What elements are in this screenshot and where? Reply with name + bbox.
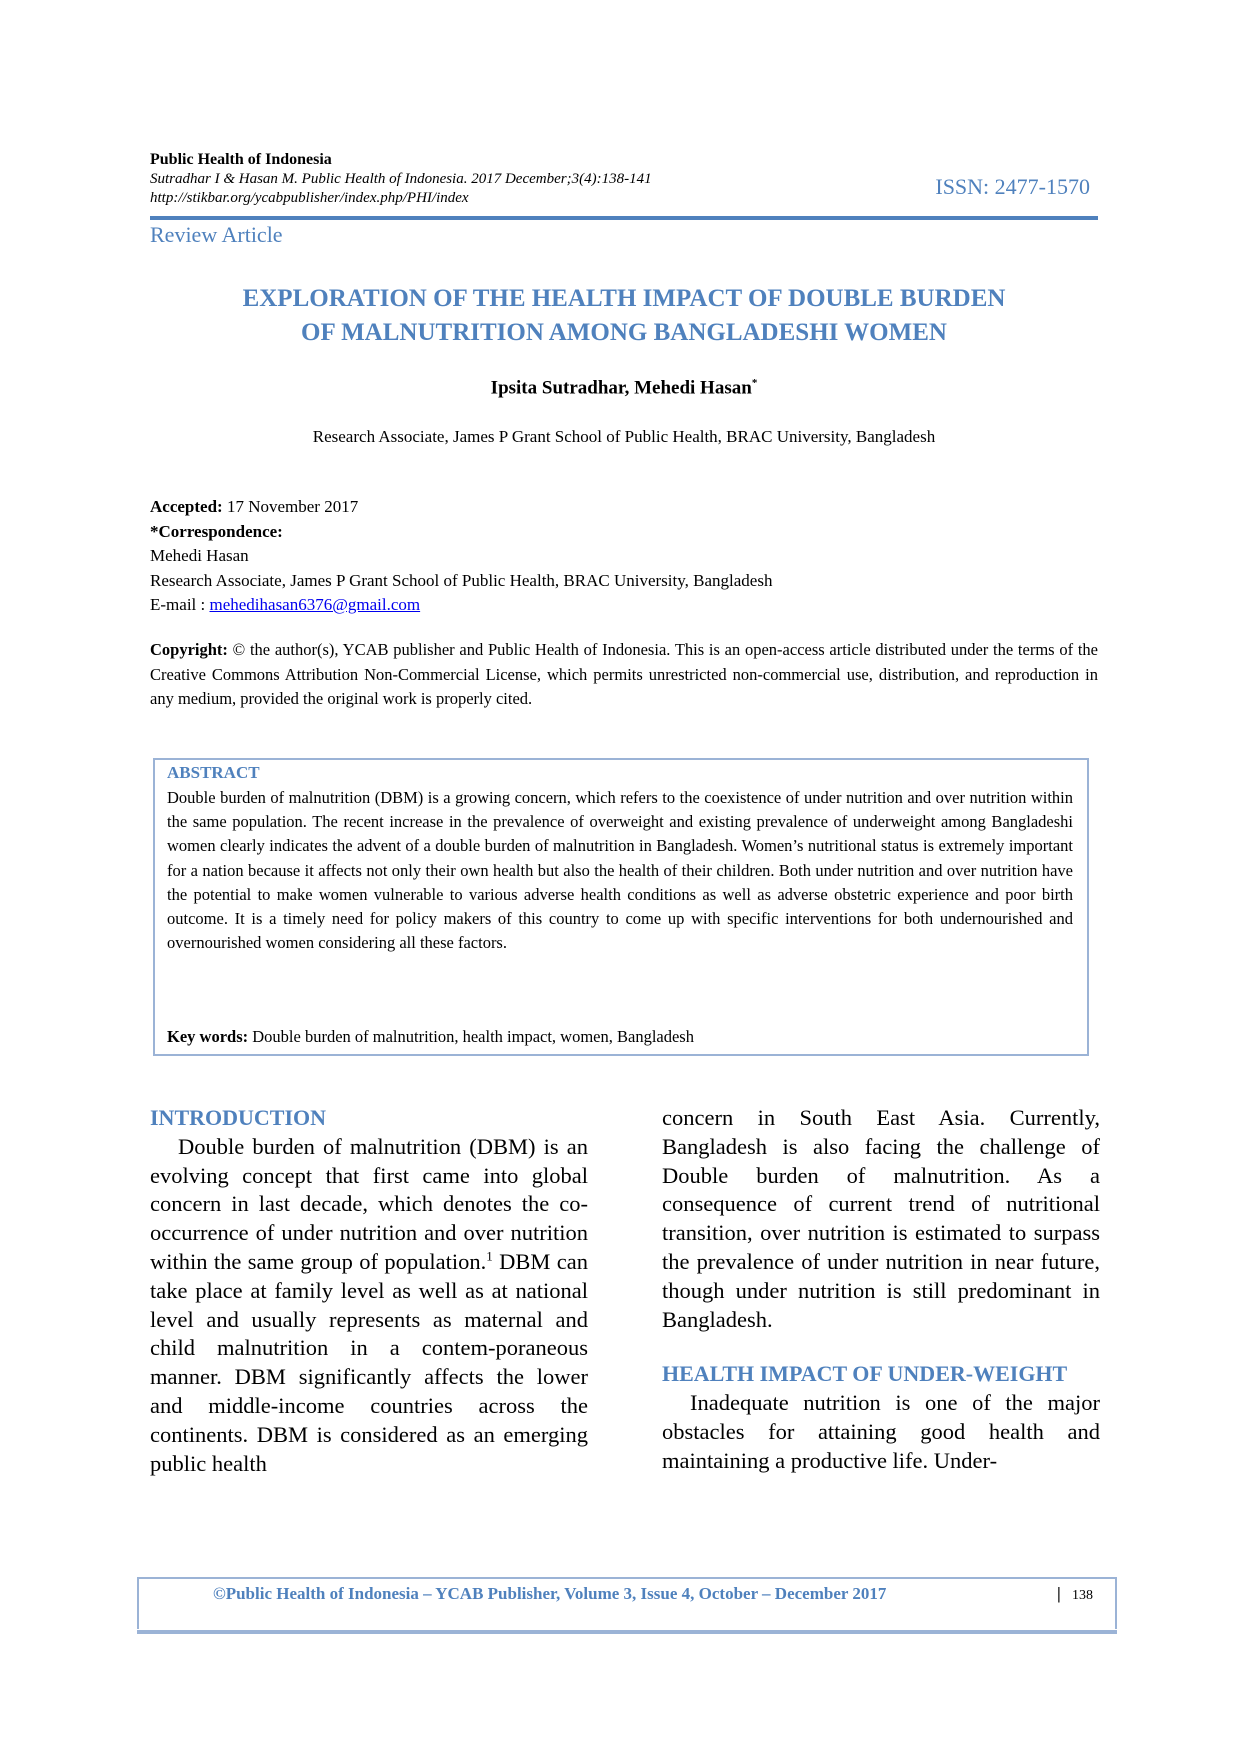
- footer-text: ©Public Health of Indonesia – YCAB Publisher, Volume 3, Issue 4, October – December 2017: [213, 1584, 887, 1603]
- keywords-label: Key words:: [167, 1027, 249, 1046]
- email-label: E-mail :: [150, 595, 210, 614]
- accepted-line: [150, 495, 1098, 520]
- accepted-label: Accepted:: [150, 497, 223, 516]
- left-column: [150, 1104, 588, 1478]
- accepted-date: 17 November 2017: [222, 497, 359, 516]
- title-line-2: OF MALNUTRITION AMONG BANGLADESHI WOMEN: [301, 319, 947, 346]
- author-list: [150, 377, 1098, 399]
- journal-name: Public Health of Indonesia: [150, 151, 332, 168]
- email-line: [150, 593, 1098, 618]
- footer-rule: [137, 1630, 1117, 1634]
- introduction-paragraph: Double burden of malnutrition (DBM) is an evolving concept that first came into global concern in last decade, which denotes the co-occurrence of under nutrition and over nutrition within the same group of population.$^1$ DBM can take place at family level as well as at national level and usually represents as maternal and child malnutrition in a contem-poraneous manner. DBM significantly affects the lower and middle-income countries across the continents. DBM is considered as an emerging public health: [150, 1133, 588, 1476]
- correspondence-affiliation: Research Associate, James P Grant School of Public Health, BRAC University, Bangladesh: [150, 570, 773, 590]
- copyright-notice: [150, 638, 1098, 712]
- journal-header: [150, 150, 1090, 208]
- header-rule: [150, 216, 1098, 220]
- affiliation: Research Associate, James P Grant School of Public Health, BRAC University, Bangladesh: [312, 427, 936, 446]
- abstract-heading: ABSTRACT: [167, 763, 260, 782]
- right-column: [662, 1104, 1100, 1476]
- corresponding-mark: *: [751, 377, 758, 389]
- abstract-box: [153, 758, 1089, 1056]
- footer-separator: |: [1057, 1584, 1061, 1603]
- introduction-continued: concern in South East Asia. Currently, Bangladesh is also facing the challenge of Double burden of malnutrition. As a consequence of current trend of nutritional transition, over nutrition is estimated to surpass the prevalence of under nutrition in near future, though under nutrition is still predominant in Bangladesh.: [662, 1105, 1100, 1332]
- journal-citation: Sutradhar I & Hasan M. Public Health of Indonesia. 2017 December;3(4):138-141: [150, 171, 652, 187]
- underweight-paragraph: Inadequate nutrition is one of the major obstacles for attaining good health and maintaining a productive life. Under-: [662, 1390, 1100, 1473]
- article-type: Review Article: [150, 222, 283, 247]
- email-link[interactable]: mehedihasan6376@gmail.com: [209, 595, 421, 614]
- issn: ISSN: 2477-1570: [935, 174, 1090, 199]
- page-number: 138: [1072, 1588, 1093, 1603]
- title-line-1: EXPLORATION OF THE HEALTH IMPACT OF DOUBLE BURDEN: [242, 285, 1006, 312]
- paper-title: [150, 282, 1098, 350]
- underweight-heading: HEALTH IMPACT OF UNDER-WEIGHT: [662, 1361, 1068, 1387]
- author-names: Ipsita Sutradhar, Mehedi Hasan: [490, 377, 752, 399]
- keywords-text: Double burden of malnutrition, health impact, women, Bangladesh: [248, 1027, 694, 1046]
- keywords: [167, 1027, 694, 1047]
- introduction-heading: INTRODUCTION: [150, 1105, 327, 1130]
- copyright-label: Copyright:: [150, 640, 228, 659]
- article-meta: [150, 495, 1098, 618]
- copyright-text: © the author(s), YCAB publisher and Public Health of Indonesia. This is an open-access article distributed under the terms of the Creative Commons Attribution Non-Commercial License, which permits unrestricted non-commercial use, distribution, and reproduction in any medium, provided the original work is properly cited.: [150, 640, 1098, 708]
- correspondence-label: *Correspondence:: [150, 521, 283, 541]
- citation-ref: 1: [486, 1248, 493, 1264]
- abstract-text: Double burden of malnutrition (DBM) is a growing concern, which refers to the coexistence of under nutrition and over nutrition within the same population. The recent increase in the prevalence of overweight and existing prevalence of underweight among Bangladeshi women clearly indicates the advent of a double burden of malnutrition in Bangladesh. Women’s nutritional status is extremely important for a nation because it affects not only their own health but also the health of their children. Both under nutrition and over nutrition have the potential to make women vulnerable to various adverse health conditions as well as adverse obstetric experience and poor birth outcome. It is a timely need for policy makers of this country to come up with specific interventions for both undernourished and overnourished women considering all these factors.: [167, 788, 1073, 953]
- correspondence-name: Mehedi Hasan: [150, 546, 249, 565]
- journal-url: http://stikbar.org/ycabpublisher/index.php/PHI/index: [150, 190, 469, 206]
